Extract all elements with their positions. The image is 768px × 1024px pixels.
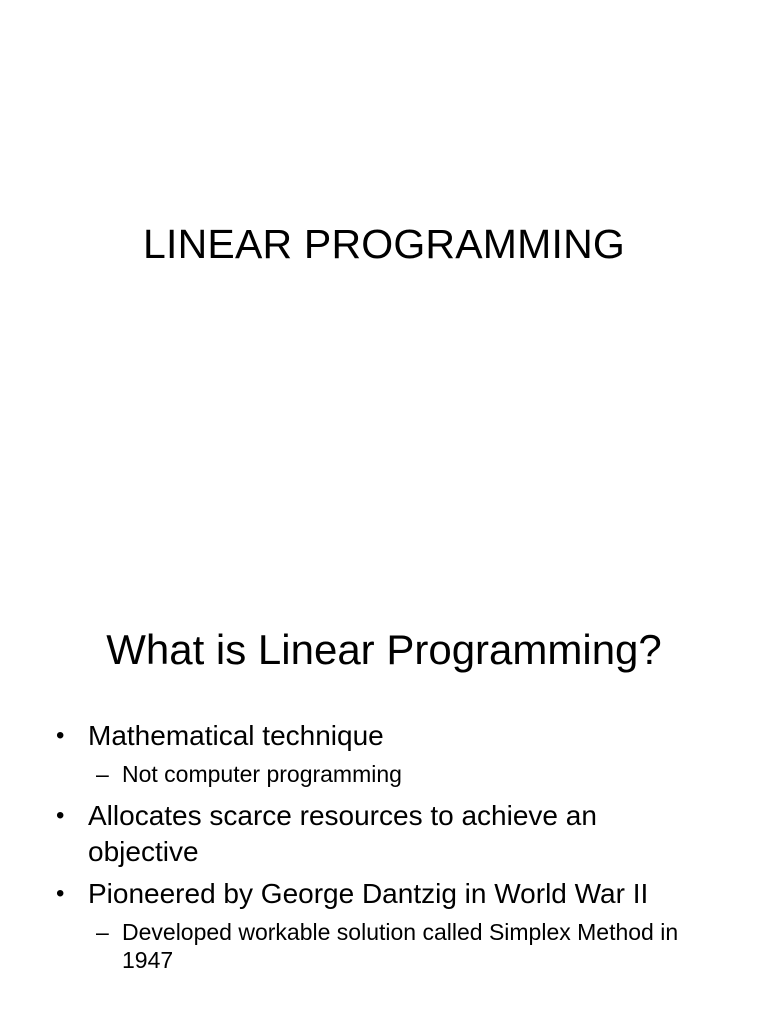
bullet-marker: • [56, 722, 65, 749]
content-slide [0, 576, 768, 1024]
bullet-item [56, 798, 696, 870]
bullet-text: Allocates scarce resources to achieve an objective [88, 800, 597, 867]
sub-bullet-item [56, 760, 696, 788]
bullet-text: Pioneered by George Dantzig in World War II [88, 878, 649, 909]
sub-bullet-text: Developed workable solution called Simplex Method in 1947 [122, 919, 679, 973]
bullet-item [56, 718, 696, 754]
sub-bullet-marker: – [96, 919, 109, 945]
bullet-marker: • [56, 880, 65, 907]
bullet-list [56, 718, 696, 984]
sub-bullet-item [56, 918, 696, 974]
slide-title: LINEAR PROGRAMMING [143, 221, 625, 267]
slide-heading: What is Linear Programming? [106, 626, 662, 673]
bullet-marker: • [56, 802, 65, 829]
sub-bullet-marker: – [96, 761, 109, 787]
bullet-text: Mathematical technique [88, 720, 384, 751]
sub-bullet-text: Not computer programming [122, 761, 402, 787]
bullet-item [56, 876, 696, 912]
